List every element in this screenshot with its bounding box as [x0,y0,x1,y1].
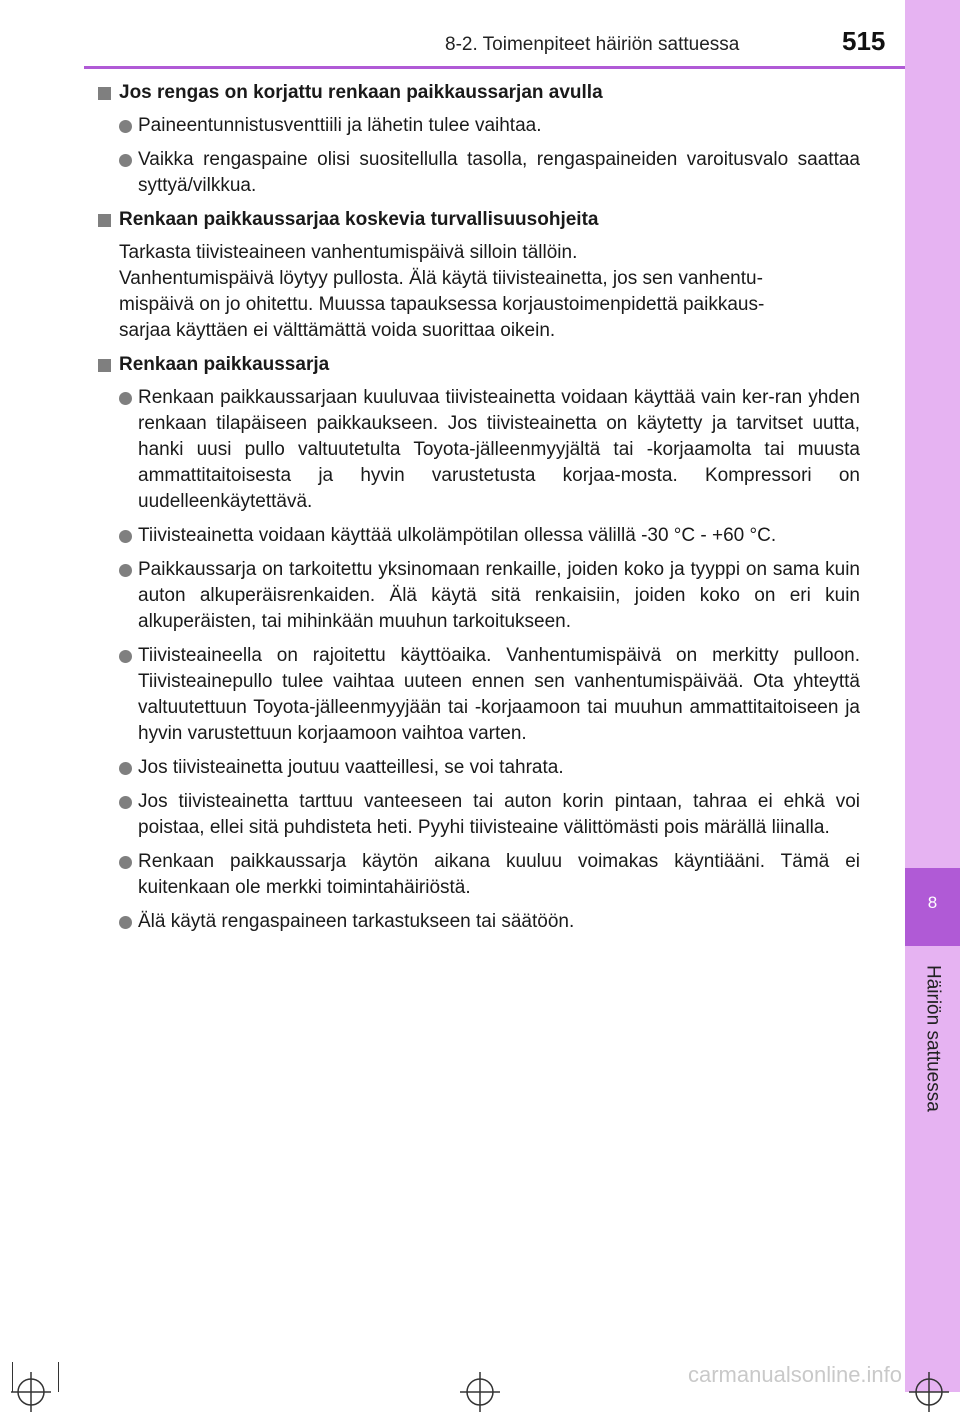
section-heading [98,80,860,106]
list-item-text: Jos tiivisteainetta joutuu vaatteillesi, se voi tahrata. [138,757,564,778]
circle-bullet-icon [119,650,132,663]
registration-mark-icon [11,1372,51,1412]
circle-bullet-icon [119,796,132,809]
watermark: carmanualsonline.info [688,1362,903,1387]
circle-bullet-icon [119,154,132,167]
chapter-side-tab [905,0,960,1392]
registration-mark-icon [909,1372,949,1412]
section-heading-text: Renkaan paikkaussarja [119,354,330,375]
list-item-text: Renkaan paikkaussarjaan kuuluvaa tiivisteainetta voidaan käyttää vain ker-ran yhden renkaan tilapäiseen paikkaukseen. Jos tiivisteainetta on käytetty ja tarvitset uutta, hanki uusi pullo valtuutetulta Toyota-jälleenmyyjältä tai -korjaamolta tai muusta ammattitaitoisesta ja hyvin varustetusta korjaa-mosta. Kompressori on uudelleenkäytettävä. [138,387,860,512]
list-item-text: Jos tiivisteainetta tarttuu vanteeseen tai auton korin pintaan, tahraa ei ehkä voi poistaa, ellei sitä puhdisteta heti. Pyyhi tiivisteaine välittömästi pois märällä liinalla. [138,791,860,838]
square-bullet-icon [98,214,111,227]
list-item [98,523,860,549]
list-item-text: Tiivisteaineella on rajoitettu käyttöaika. Vanhentumispäivä on merkitty pulloon. Tiivisteainepullo tulee vaihtaa uuteen ennen sen vanhentumispäivää. Ota yhteyttä valtuutettuun Toyota-jälleenmyyjään tai -korjaamoon tai muuhun ammattitaitoiseen ja hyvin varustettuun korjaamoon vaihtoa varten. [138,645,860,744]
chapter-label: Häiriön sattuessa [922,965,944,1112]
square-bullet-icon [98,359,111,372]
section-heading-text: Jos rengas on korjattu renkaan paikkaussarjan avulla [119,82,603,103]
circle-bullet-icon [119,916,132,929]
list-item-text: Vaikka rengaspaine olisi suositellulla tasolla, rengaspaineiden varoitusvalo saattaa syttyä/vilkkua. [138,149,860,196]
page-number: 515 [842,26,886,56]
section-heading [98,207,860,233]
list-item [98,789,860,841]
registration-mark-icon [460,1372,500,1412]
list-item [98,113,860,139]
circle-bullet-icon [119,120,132,133]
list-item-text: Renkaan paikkaussarja käytön aikana kuuluu voimakas käyntiääni. Tämä ei kuitenkaan ole merkki toimintahäiriöstä. [138,851,860,898]
square-bullet-icon [98,87,111,100]
list-item-text: Älä käytä rengaspaineen tarkastukseen tai säätöön. [138,911,575,932]
list-item [98,385,860,515]
list-item-text: Paikkaussarja on tarkoitettu yksinomaan renkaille, joiden koko ja tyyppi on sama kuin auton alkuperäisrenkaiden. Älä käytä sitä renkaisiin, joiden koko on eri kuin alkuperäisten, tai mihinkään muuhun tarkoitukseen. [138,559,860,632]
list-item [98,147,860,199]
circle-bullet-icon [119,564,132,577]
section-heading [98,352,860,378]
circle-bullet-icon [119,530,132,543]
chapter-number: 8 [927,893,938,912]
section-title: 8-2. Toimenpiteet häiriön sattuessa [445,34,740,55]
list-item [98,755,860,781]
circle-bullet-icon [119,856,132,869]
page-content [98,80,860,943]
header-rule [84,66,905,69]
section-heading-text: Renkaan paikkaussarjaa koskevia turvallisuusohjeita [119,209,599,230]
list-item-text: Tiivisteainetta voidaan käyttää ulkolämpötilan ollessa välillä -30 °C - +60 °C. [138,525,777,546]
list-item [98,909,860,935]
section-paragraph: Tarkasta tiivisteaineen vanhentumispäivä silloin tällöin. Vanhentumispäivä löytyy pullosta. Älä käytä tiivisteainetta, jos sen vanhentu- mispäivä on jo ohitettu. Muussa tapauksessa korjaustoimenpidettä paikkaus- sarjaa käyttäen ei välttämättä voida suorittaa oikein. [119,242,765,341]
circle-bullet-icon [119,392,132,405]
list-item [98,557,860,635]
crop-mark [58,1362,59,1392]
list-item-text: Paineentunnistusventtiili ja lähetin tulee vaihtaa. [138,115,542,136]
list-item [98,643,860,747]
circle-bullet-icon [119,762,132,775]
list-item [98,849,860,901]
